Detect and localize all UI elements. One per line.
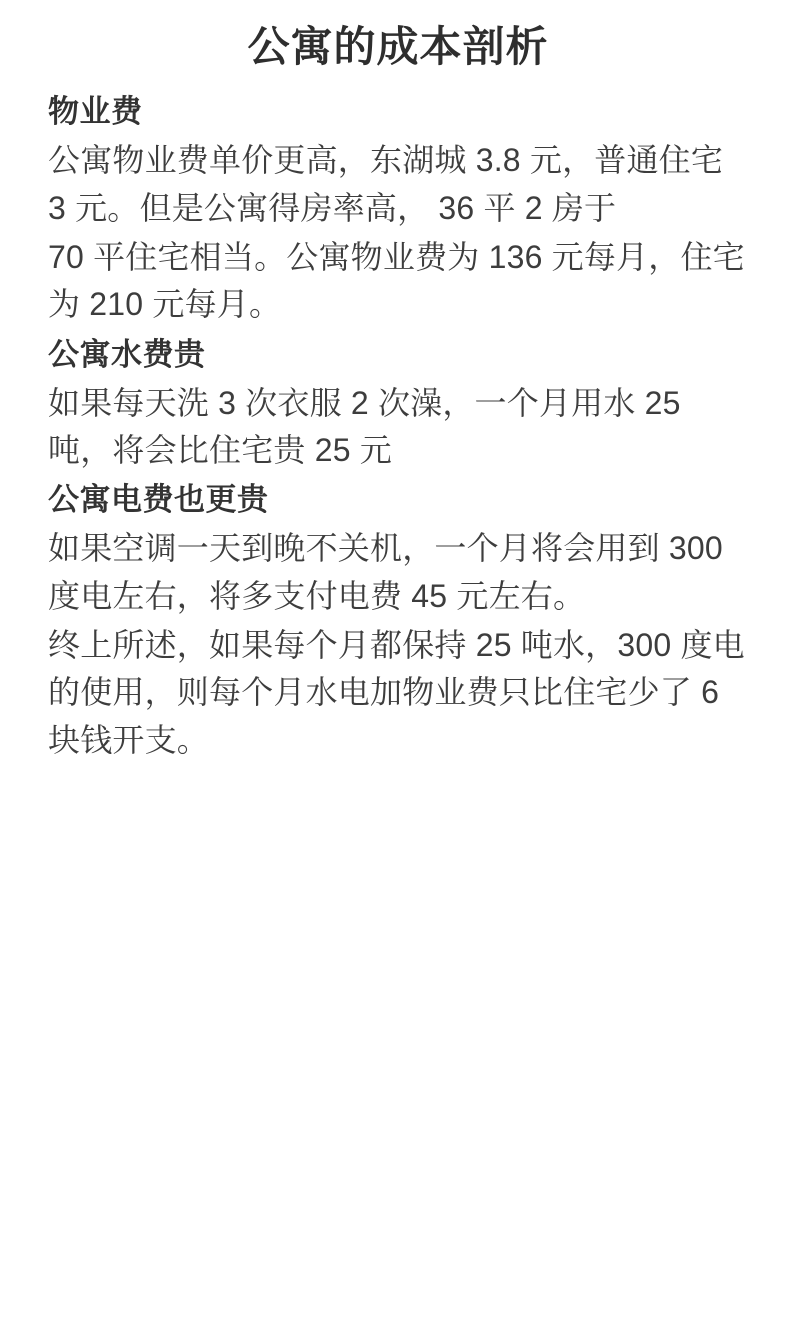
- section-paragraph: 如果每天洗 3 次衣服 2 次澡，一个月用水 25 吨，将会比住宅贵 25 元: [48, 384, 681, 469]
- section-paragraph: 70 平住宅相当。公寓物业费为 136 元每月，住宅为 210 元每月。: [48, 239, 745, 323]
- section-paragraph: 终上所述，如果每个月都保持 25 吨水，300 度电的使用，则每个月水电加物业费只比住宅少了 6 块钱开支。: [48, 627, 745, 758]
- section-paragraph: 公寓物业费单价更高，东湖城 3.8 元，普通住宅 3 元。但是公寓得房率高， 36 平 2 房于: [48, 142, 724, 226]
- page-title: 公寓的成本剖析: [247, 23, 549, 70]
- section-heading: 公寓电费也更贵: [48, 482, 269, 518]
- section-electricity-fee: [48, 478, 748, 764]
- section-heading: 公寓水费贵: [48, 336, 206, 372]
- section-property-fee: [48, 90, 748, 328]
- section-heading: 物业费: [48, 94, 143, 130]
- section-water-fee: [48, 333, 748, 475]
- section-paragraph: 如果空调一天到晚不关机，一个月将会用到 300 度电左右，将多支付电费 45 元左右。: [48, 530, 723, 614]
